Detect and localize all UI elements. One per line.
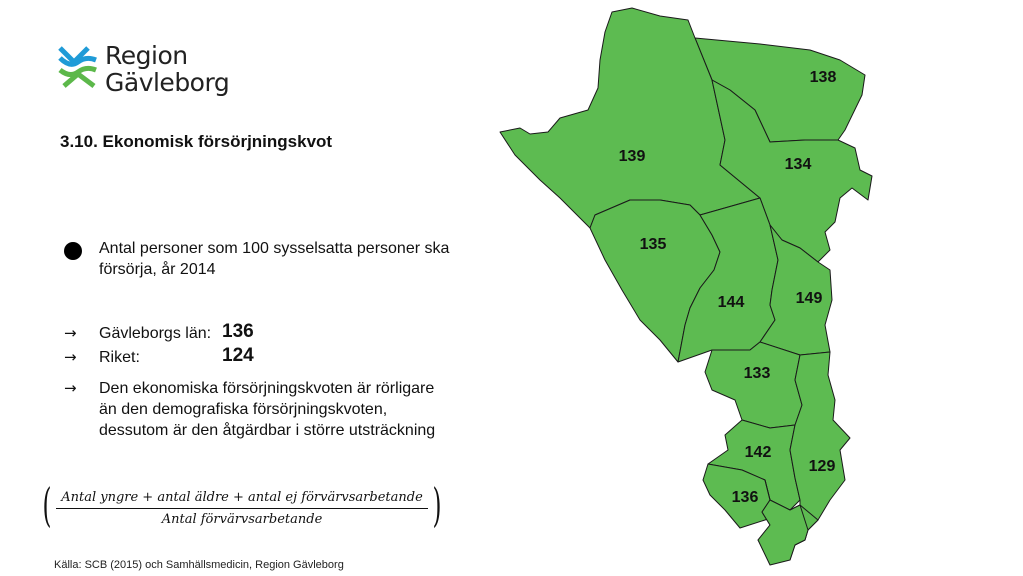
region-value: 142 [744,444,772,461]
formula [42,478,442,534]
region-value: 144 [717,294,745,311]
bullet-dot-icon [64,242,82,260]
arrow-right-icon: → [64,324,77,342]
region-value: 129 [808,458,836,475]
stat-label: Riket: [99,349,140,366]
stat-value: 136 [222,321,254,342]
region-logo-icon [58,44,100,90]
logo-line2: Gävleborg [105,68,230,97]
stat-value: 124 [222,345,254,366]
source-text: Källa: SCB (2015) och Samhällsmedicin, Region Gävleborg [54,559,344,571]
page-title: 3.10. Ekonomisk försörjningskvot [60,132,333,151]
region-value: 136 [731,489,759,506]
formula-denominator: Antal förvärvsarbetande [161,512,323,527]
fraction-line [56,508,428,509]
region-south-east [790,352,850,530]
region-south-central [705,342,802,428]
bullet-text: Antal personer som 100 sysselsatta personer ska försörja, år 2014 [99,240,450,278]
right-paren: ) [432,478,442,532]
region-value: 139 [618,148,646,165]
formula-numerator: Antal yngre + antal äldre + antal ej förvärvsarbetande [61,490,423,505]
region-value: 135 [639,236,667,253]
region-value: 133 [743,365,771,382]
region-value: 138 [809,69,837,86]
logo-text [105,42,229,96]
municipality-map [490,0,890,576]
stat-label: Gävleborgs län: [99,325,212,342]
note-text: Den ekonomiska försörjningskvoten är rörligare än den demografiska försörjningskvoten, dessutom är den åtgärdbar i större utsträckning [99,380,436,439]
region-value: 149 [795,290,823,307]
arrow-right-icon: → [64,379,77,397]
arrow-right-icon: → [64,348,77,366]
left-paren: ( [42,478,52,532]
region-value: 134 [784,156,812,173]
logo-line1: Region [105,41,188,70]
